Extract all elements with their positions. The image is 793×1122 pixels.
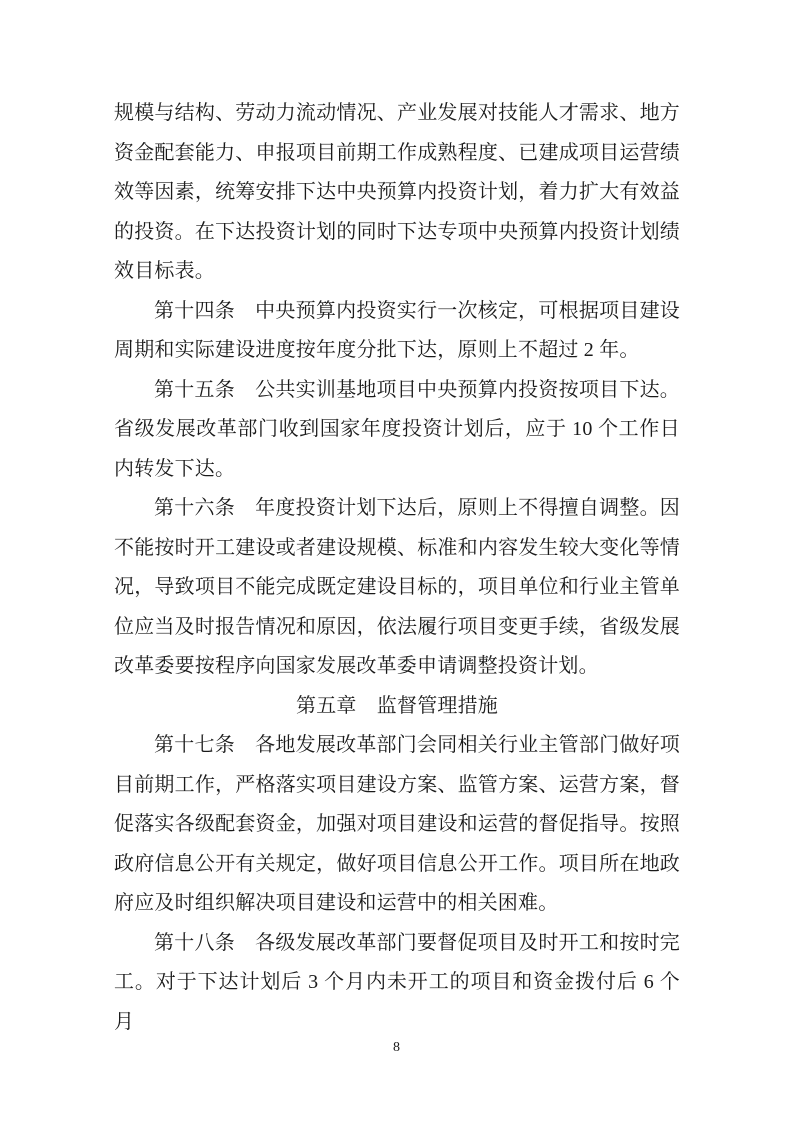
paragraph-article-16: 第十六条 年度投资计划下达后，原则上不得擅自调整。因不能按时开工建设或者建设规模、标准和内容发生较大变化等情况，导致项目不能完成既定建设目标的，项目单位和行业主管单位应当及时报告情况和原因，依法履行项目变更手续，省级发展改革委要按程序向国家发展改革委申请调整投资计划。 [114, 497, 680, 677]
chapter-heading: 第五章 监督管理措施 [296, 694, 498, 717]
paragraph-continuation: 规模与结构、劳动力流动情况、产业发展对技能人才需求、地方资金配套能力、申报项目前期工作成熟程度、已建成项目运营绩效等因素，统筹安排下达中央预算内投资计划，着力扩大有效益的投资。在下达投资计划的同时下达专项中央预算内投资计划绩效目标表。 [114, 102, 680, 282]
paragraph-article-17: 第十七条 各地发展改革部门会同相关行业主管部门做好项目前期工作，严格落实项目建设方案、监管方案、运营方案，督促落实各级配套资金，加强对项目建设和运营的督促指导。按照政府信息公开有关规定，做好项目信息公开工作。项目所在地政府应及时组织解决项目建设和运营中的相关困难。 [114, 734, 680, 914]
text-block [114, 94, 680, 1042]
paragraph-article-14: 第十四条 中央预算内投资实行一次核定，可根据项目建设周期和实际建设进度按年度分批下达，原则上不超过 2 年。 [114, 299, 680, 361]
page-number: 8 [393, 1040, 400, 1055]
paragraph-article-15: 第十五条 公共实训基地项目中央预算内投资按项目下达。省级发展改革部门收到国家年度投资计划后，应于 10 个工作日内转发下达。 [114, 378, 680, 480]
paragraph-article-18: 第十八条 各级发展改革部门要督促项目及时开工和按时完工。对于下达计划后 3 个月内未开工的项目和资金拨付后 6 个月 [114, 931, 680, 1033]
